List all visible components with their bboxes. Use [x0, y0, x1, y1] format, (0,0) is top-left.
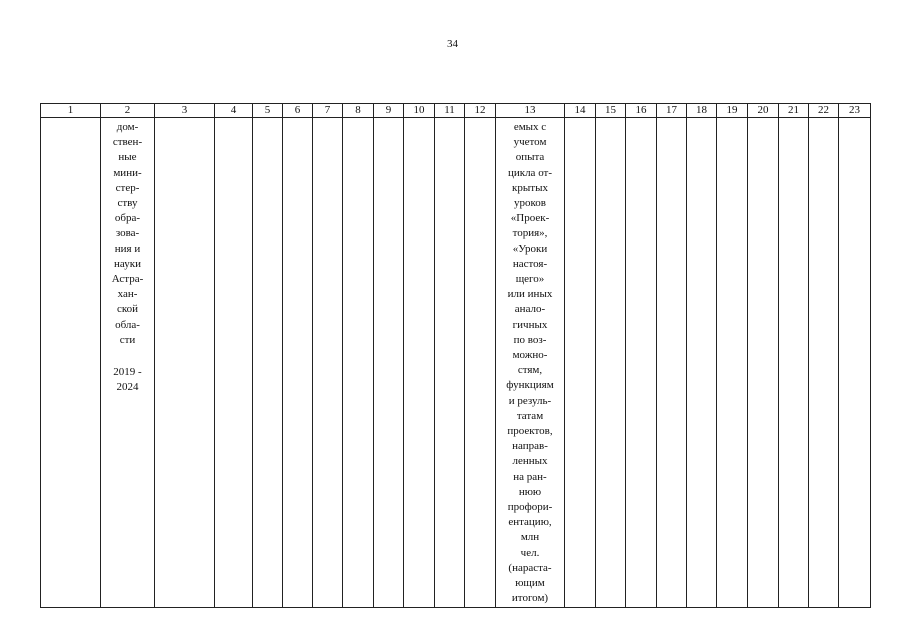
- column-header: 6: [283, 104, 313, 118]
- column-header: 15: [596, 104, 626, 118]
- table-cell: [657, 118, 687, 608]
- responsible-executor-text: дом- ствен- ные мини- стер- ству обра- зова- ния и науки Астра- хан- ской обла- сти: [111, 121, 144, 346]
- column-header: 7: [313, 104, 343, 118]
- table-cell: [155, 118, 215, 608]
- table-cell: [809, 118, 839, 608]
- table-cell: [748, 118, 779, 608]
- table-cell: [779, 118, 809, 608]
- table-cell: [404, 118, 435, 608]
- column-header: 21: [779, 104, 809, 118]
- table-cell-col-2: [101, 118, 155, 608]
- column-header: 3: [155, 104, 215, 118]
- table-cell: [215, 118, 253, 608]
- column-header: 9: [374, 104, 404, 118]
- column-header: 4: [215, 104, 253, 118]
- column-header: 14: [565, 104, 596, 118]
- column-header: 12: [465, 104, 496, 118]
- table-cell-col-13: [496, 118, 565, 608]
- column-header: 5: [253, 104, 283, 118]
- table-cell: [374, 118, 404, 608]
- table-cell: [717, 118, 748, 608]
- data-table: [40, 103, 871, 608]
- table-cell: [283, 118, 313, 608]
- table-cell: [435, 118, 465, 608]
- table-cell: [687, 118, 717, 608]
- table-cell: [839, 118, 871, 608]
- table-cell: [343, 118, 374, 608]
- column-header: 11: [435, 104, 465, 118]
- column-header: 23: [839, 104, 871, 118]
- table-cell: [596, 118, 626, 608]
- column-header: 16: [626, 104, 657, 118]
- column-header: 13: [496, 104, 565, 118]
- table-cell: [313, 118, 343, 608]
- indicator-text: емых с учетом опыта цикла от- крытых уроков «Проек- тория», «Уроки настоя- щего» или иных анало- гичных по воз- можно- стям, функциям и резуль- татам проектов, направ- ленных на ран- нюю профори- ентацию, млн чел. (нараста- ющим итогом): [506, 121, 554, 605]
- column-header: 8: [343, 104, 374, 118]
- page-number: 34: [447, 38, 458, 50]
- table-cell: [41, 118, 101, 608]
- column-header: 2: [101, 104, 155, 118]
- table-cell: [465, 118, 496, 608]
- column-header: 19: [717, 104, 748, 118]
- column-header: 10: [404, 104, 435, 118]
- period-years: 2019 - 2024: [113, 366, 142, 394]
- column-header: 1: [41, 104, 101, 118]
- table-row: [41, 118, 871, 608]
- column-number-row: [41, 104, 871, 118]
- table-cell: [565, 118, 596, 608]
- column-header: 22: [809, 104, 839, 118]
- table-cell: [626, 118, 657, 608]
- column-header: 18: [687, 104, 717, 118]
- table-cell: [253, 118, 283, 608]
- column-header: 20: [748, 104, 779, 118]
- column-header: 17: [657, 104, 687, 118]
